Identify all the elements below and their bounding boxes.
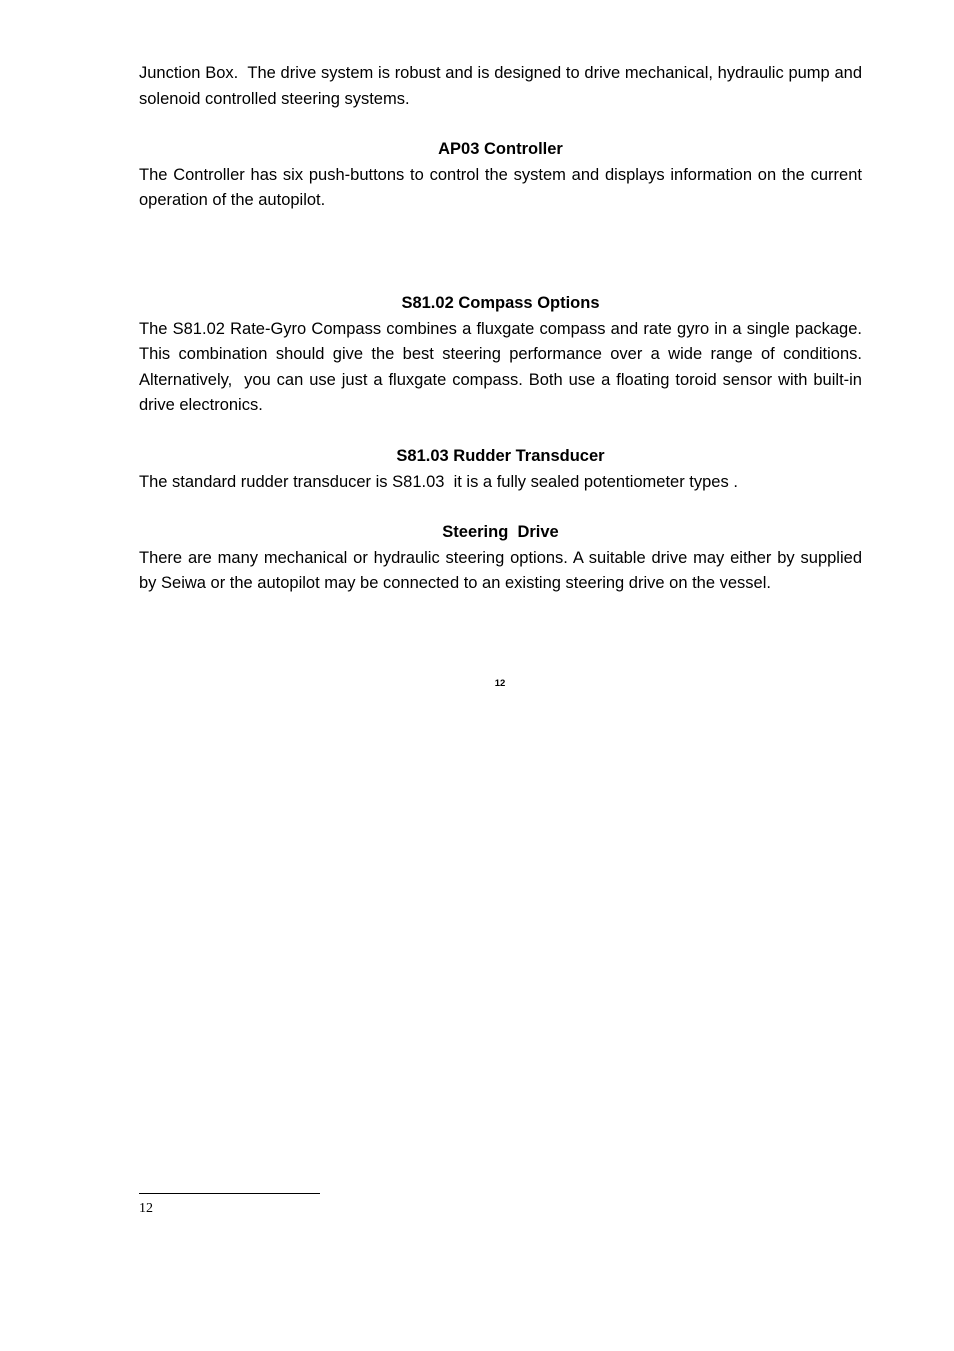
section-body-rudder-transducer: The standard rudder transducer is S81.03 it is a fully sealed potentiometer types . — [139, 472, 738, 491]
document-body — [139, 61, 872, 597]
section-heading-steering-drive: Steering Drive — [442, 523, 559, 542]
section-body-ap03-controller: The Controller has six push-buttons to control the system and displays information on the current operation of the autopilot. — [139, 165, 867, 210]
spacer — [139, 495, 862, 520]
section-heading-compass-options: S81.02 Compass Options — [401, 293, 600, 312]
section-body-compass-options: The S81.02 Rate-Gyro Compass combines a fluxgate compass and rate gyro in a single package. This combination should give the best steering performance over a wide range of conditions. Alternatively, you can use just a fluxgate compass. Both use a floating toroid sensor with built-in drive electronics. — [139, 319, 872, 415]
section-heading-rudder-transducer: S81.03 Rudder Transducer — [396, 446, 605, 465]
section-body-steering-drive: There are many mechanical or hydraulic steering options. A suitable drive may either by supplied by Seiwa or the autopilot may be connected to an existing steering drive on the vessel. — [139, 548, 867, 593]
spacer — [139, 214, 862, 291]
section-heading-ap03-controller: AP03 Controller — [438, 140, 563, 159]
page-number: 12 — [494, 678, 506, 689]
footnote-divider — [139, 1193, 320, 1194]
footnote-marker: 12 — [139, 1201, 153, 1216]
spacer — [139, 112, 862, 137]
spacer — [139, 419, 862, 444]
intro-paragraph: Junction Box. The drive system is robust and is designed to drive mechanical, hydraulic pump and solenoid controlled steering systems. — [139, 64, 867, 108]
